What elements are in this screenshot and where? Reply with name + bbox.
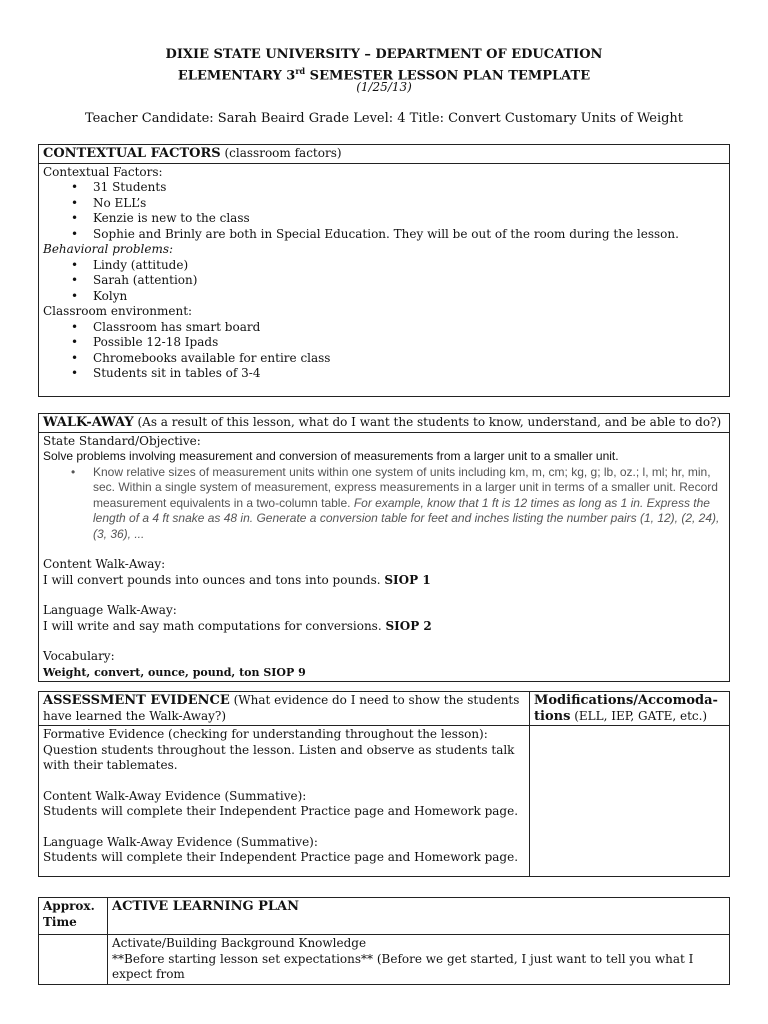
approx-time-header: Approx. Time — [39, 898, 108, 935]
activate-text: **Before starting lesson set expectations** (Before we get started, I just want to tell you what I expect from — [112, 951, 694, 981]
walkaway-table — [38, 413, 730, 682]
vocabulary-label: Vocabulary: — [43, 649, 115, 663]
list-item: • Classroom has smart board — [93, 320, 725, 336]
language-walkaway-label: Language Walk-Away: — [43, 603, 177, 617]
assessment-body — [39, 726, 530, 877]
language-evidence-text: Students will complete their Independent Practice page and Homework page. — [43, 850, 519, 864]
standard-text: Solve problems involving measurement and conversion of measurements from a larger unit to a smaller unit. — [43, 449, 619, 463]
assessment-table — [38, 691, 730, 877]
activate-label: Activate/Building Background Knowledge — [112, 936, 367, 950]
environment-list — [43, 320, 725, 382]
content-walkaway-text: I will convert pounds into ounces and tons into pounds. SIOP 1 — [43, 572, 431, 587]
walkaway-header: WALK-AWAY (As a result of this lesson, what do I want the students to know, understand, and be able to do?) — [39, 414, 730, 433]
list-item: • 31 Students — [93, 180, 725, 196]
list-item: • Sarah (attention) — [93, 273, 725, 289]
document-subtitle: ELEMENTARY 3rd SEMESTER LESSON PLAN TEMPLATE — [177, 66, 591, 84]
environment-label: Classroom environment: — [43, 304, 193, 318]
list-item: • Chromebooks available for entire class — [93, 351, 725, 367]
assessment-header: ASSESSMENT EVIDENCE (What evidence do I need to show the students have learned the Walk-Away?) — [39, 692, 530, 726]
contextual-factors-table — [38, 144, 730, 397]
active-learning-table — [38, 897, 730, 985]
behavior-list — [43, 258, 725, 305]
list-item: • Lindy (attitude) — [93, 258, 725, 274]
language-walkaway-text: I will write and say math computations for conversions. SIOP 2 — [43, 618, 432, 633]
factors-label: Contextual Factors: — [43, 164, 163, 179]
list-item: • Know relative sizes of measurement units within one system of units including km, m, cm; kg, g; lb, oz.; l, ml; hr, min, sec. Within a single system of measurement, express measurements in a larger unit in terms of a smaller unit. Record measurement equivalents in a two-column table. For example, know that 1 ft is 12 times as long as 1 in. Express the length of a 4 ft snake as 48 in. Generate a conversion table for feet and inches listing the number pairs (1, 12), (2, 24), (3, 36), ... — [93, 465, 725, 543]
standard-bullets — [43, 465, 725, 543]
contextual-header: CONTEXTUAL FACTORS (classroom factors) — [39, 145, 730, 164]
content-evidence-text: Students will complete their Independent Practice page and Homework page. — [43, 804, 519, 818]
vocabulary-text: Weight, convert, ounce, pound, ton SIOP 9 — [43, 665, 306, 679]
list-item: • Kenzie is new to the class — [93, 211, 725, 227]
formative-text: Question students throughout the lesson. Listen and observe as students talk with their tablemates. — [43, 742, 515, 772]
factors-list — [43, 180, 725, 242]
document-title: DIXIE STATE UNIVERSITY – DEPARTMENT OF EDUCATION — [165, 47, 603, 62]
language-evidence-label: Language Walk-Away Evidence (Summative): — [43, 834, 318, 849]
standard-label: State Standard/Objective: — [43, 433, 201, 448]
modifications-body — [530, 726, 730, 877]
list-item: • Students sit in tables of 3-4 — [93, 366, 725, 382]
modifications-header: Modifications/Accomoda-tions (ELL, IEP, GATE, etc.) — [530, 692, 730, 726]
behavior-label: Behavioral problems: — [43, 242, 174, 256]
list-item: • Kolyn — [93, 289, 725, 305]
document-date: (1/25/13) — [356, 80, 412, 94]
content-evidence-label: Content Walk-Away Evidence (Summative): — [43, 788, 307, 803]
list-item: • Possible 12-18 Ipads — [93, 335, 725, 351]
list-item: • Sophie and Brinly are both in Special Education. They will be out of the room during the lesson. — [93, 227, 725, 243]
walkaway-body — [39, 432, 730, 682]
formative-label: Formative Evidence (checking for understanding throughout the lesson): — [43, 727, 488, 741]
list-item: • No ELL’s — [93, 196, 725, 212]
teacher-info: Teacher Candidate: Sarah Beaird Grade Level: 4 Title: Convert Customary Units of Weight — [84, 111, 684, 126]
content-walkaway-label: Content Walk-Away: — [43, 557, 166, 571]
contextual-body — [39, 163, 730, 396]
active-learning-header: ACTIVE LEARNING PLAN — [108, 898, 730, 935]
time-cell — [39, 935, 108, 985]
activate-cell — [108, 935, 730, 985]
